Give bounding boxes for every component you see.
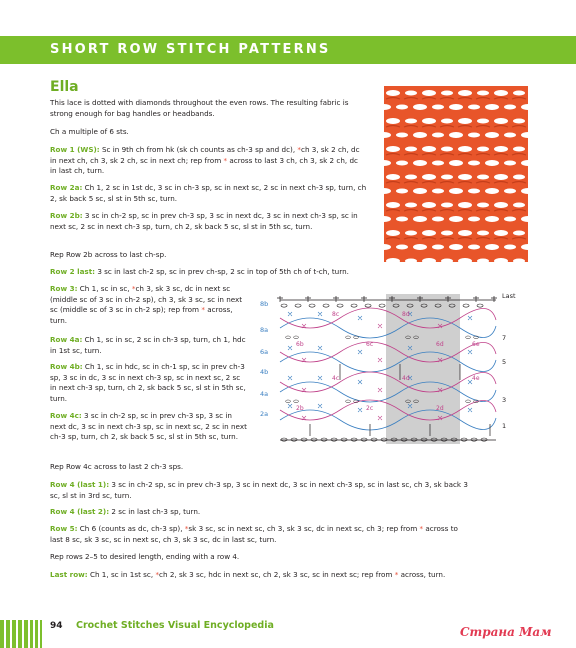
row-label-inner: 4c xyxy=(332,375,340,382)
row-label: Row 4 (last 2): xyxy=(50,507,110,516)
row-label-inner: 6c xyxy=(366,341,374,348)
row-label-inner: 4d xyxy=(402,375,410,382)
row-label-right: Last xyxy=(502,292,516,300)
row-5-instruction xyxy=(50,524,470,545)
repeat-row-2b: Rep Row 2b across to last ch-sp. xyxy=(50,250,167,259)
repeat-rows-2-5: Rep rows 2–5 to desired length, ending with a row 4. xyxy=(50,552,240,561)
swatch-photo xyxy=(384,86,528,262)
chain-multiple: Ch a multiple of 6 sts. xyxy=(50,127,129,136)
asterisk: * xyxy=(184,524,189,533)
row-text: ch 2, sk 3 sc, hdc in next sc, ch 2, sk 3 sc, sc in next sc; rep from xyxy=(159,570,395,579)
row-4b-instruction xyxy=(50,362,248,404)
page-number: 94 xyxy=(50,621,63,631)
row-label-left: 4b xyxy=(260,368,269,376)
row-text: 2 sc in last ch-3 sp, turn. xyxy=(109,507,201,516)
row-label: Row 4c: xyxy=(50,411,82,420)
row-label: Row 3: xyxy=(50,284,78,293)
row-label-inner: 8d xyxy=(402,311,410,318)
pattern-name: Ella xyxy=(50,79,79,95)
row-label-inner: 6b xyxy=(296,341,304,348)
row-label-left: 2a xyxy=(260,410,269,418)
watermark: Страна Мам xyxy=(460,625,552,639)
row-label-right: 5 xyxy=(502,358,507,366)
row-4c-instruction xyxy=(50,411,248,443)
row-text: across, turn. xyxy=(398,570,446,579)
row-label-right: 3 xyxy=(502,396,507,404)
row-label-inner: 6d xyxy=(436,341,444,348)
row-text: Sc in 9th ch from hk (sk ch counts as ch-3 sp and dc), xyxy=(99,145,298,154)
row-text: Ch 1, sc in sc, xyxy=(77,284,132,293)
row-text: ch 3, sk 3 sc, dc in next sc (middle sc of 3 sc in ch-2 sp), ch 3, sk 3 sc, sc in next sc (middle sc of 3 sc in ch-2 sp); rep from xyxy=(50,284,243,315)
row-3-instruction xyxy=(50,284,248,326)
row-2b-instruction xyxy=(50,211,368,232)
row-text: Ch 6 (counts as dc, ch-3 sp), xyxy=(77,524,185,533)
row-text: 3 sc in last ch-2 sp, sc in prev ch-sp, 2 sc in top of 5th ch of t-ch, turn. xyxy=(95,267,349,276)
last-row-instruction xyxy=(50,570,490,581)
stitch-diagram xyxy=(258,288,524,446)
footer-bars-decoration xyxy=(0,620,50,648)
row-label-left: 4a xyxy=(260,390,269,398)
asterisk: * xyxy=(297,145,301,154)
book-title: Crochet Stitches Visual Encyclopedia xyxy=(76,620,274,631)
row-text: across to last 8 sc, sk 3 sc, sc in next sc, ch 3, sk 3 sc, dc in last sc, turn. xyxy=(50,524,458,544)
pattern-intro: This lace is dotted with diamonds throughout the even rows. The resulting fabric is strong enough for bag handles or headbands. xyxy=(50,98,349,118)
row-label: Row 5: xyxy=(50,524,78,533)
row-label-inner: 8c xyxy=(332,311,340,318)
row-label: Row 4a: xyxy=(50,335,83,344)
row-text: Ch 1, 2 sc in 1st dc, 3 sc in ch-3 sp, sc in next sc, 2 sc in next ch-3 sp, turn, ch 2, sk back 5 sc, sl st in 5th sc, turn. xyxy=(50,183,367,203)
row-4a-instruction xyxy=(50,335,248,356)
row-text: Ch 1, sc in sc, 2 sc in ch-3 sp, turn, ch 1, hdc in 1st sc, turn. xyxy=(50,335,246,355)
section-banner xyxy=(0,36,576,64)
row-text: Ch 1, sc in 1st sc, xyxy=(87,570,156,579)
row-label-right: 1 xyxy=(502,422,507,430)
row-label: Last row: xyxy=(50,570,88,579)
row-text: across, turn. xyxy=(50,305,233,325)
asterisk: * xyxy=(394,570,399,579)
asterisk: * xyxy=(223,155,228,165)
row-text: 3 sc in ch-2 sp, sc in prev ch-3 sp, 3 sc in next dc, 3 sc in next ch-3 sp, sc in next sc, 2 sc in next ch-3 sp, turn, ch 2, sk back 5 sc, sl st in 5th sc, turn. xyxy=(50,411,247,442)
row-label-inner: 6e xyxy=(472,341,480,348)
row-label-left: 8a xyxy=(260,326,269,334)
asterisk: * xyxy=(201,305,205,315)
repeat-row-4c: Rep Row 4c across to last 2 ch-3 sps. xyxy=(50,462,184,471)
row-label-inner: 2b xyxy=(296,405,304,412)
row-label: Row 2a: xyxy=(50,183,83,192)
row-4-last-1-instruction xyxy=(50,480,470,501)
row-label-inner: 2d xyxy=(436,405,444,412)
row-text: 3 sc in ch-2 sp, sc in prev ch-3 sp, 3 sc in next dc, 3 sc in next ch-3 sp, sc in next sc, 2 sc in next ch-3 sp, turn, ch 2, sk back 5 sc, sl st in 5th sc, turn. xyxy=(50,211,358,231)
row-label: Row 4b: xyxy=(50,362,83,371)
asterisk: * xyxy=(155,570,160,579)
row-text: sk 3 sc, sc in next sc, ch 3, sk 3 sc, dc in next sc, ch 3; rep from xyxy=(188,524,420,533)
asterisk: * xyxy=(131,284,136,293)
row-label: Row 2b: xyxy=(50,211,83,220)
row-label: Row 1 (WS): xyxy=(50,145,100,154)
row-text: Ch 1, sc in hdc, sc in ch-1 sp, sc in prev ch-3 sp, 3 sc in dc, 3 sc in next ch-3 sp, sc in next sc, 2 sc in next ch-3 sp, turn, ch 2, sk back 5 sc, sl st in 5th sc, turn. xyxy=(50,362,246,403)
row-2-last-instruction xyxy=(50,267,370,278)
row-2a-instruction xyxy=(50,183,368,204)
row-label: Row 2 last: xyxy=(50,267,96,276)
row-label-right: 7 xyxy=(502,334,507,342)
section-title: SHORT ROW STITCH PATTERNS xyxy=(50,42,331,57)
row-text: ch 3, sk 2 ch, dc in next ch, ch 3, sk 2 ch, sc in next ch; rep from xyxy=(50,145,360,165)
row-4-last-2-instruction xyxy=(50,507,470,518)
row-1-instruction xyxy=(50,145,362,177)
row-label-left: 6a xyxy=(260,348,269,356)
row-label-left: 8b xyxy=(260,300,269,308)
asterisk: * xyxy=(419,524,424,533)
row-label-inner: 4e xyxy=(472,375,480,382)
row-label-inner: 2c xyxy=(366,405,374,412)
row-text: across to last 3 ch, ch 3, sk 2 ch, dc in last ch, turn. xyxy=(50,155,358,176)
row-label: Row 4 (last 1): xyxy=(50,480,110,489)
row-text: 3 sc in ch-2 sp, sc in prev ch-3 sp, 3 sc in next dc, 3 sc in next ch-3 sp, sc in last sc, ch 3, sk back 3 sc, sl st in 3rd sc, turn. xyxy=(50,480,468,500)
